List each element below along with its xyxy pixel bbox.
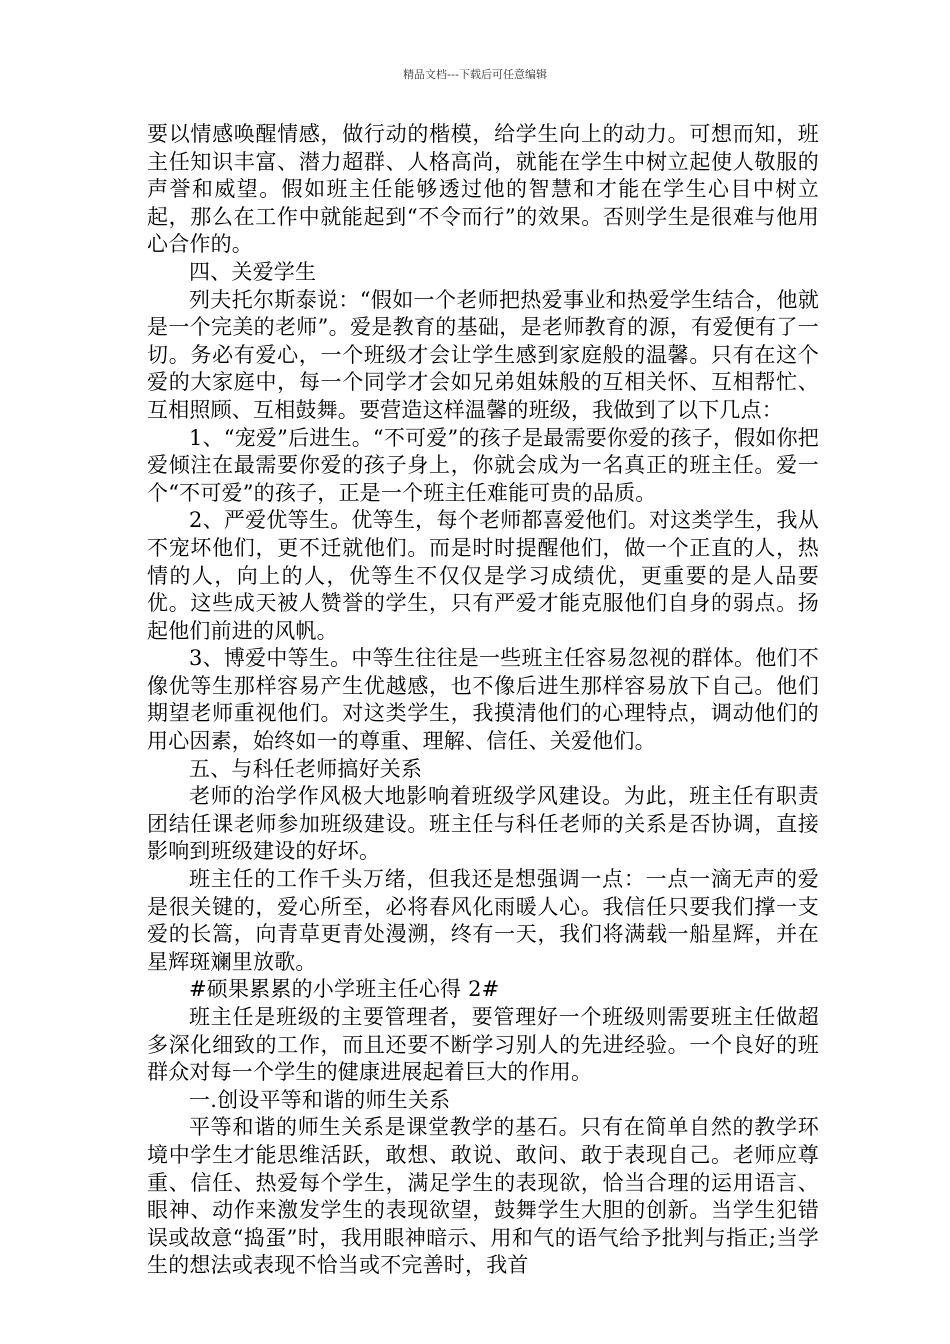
paragraph: 班主任的工作千头万绪，但我还是想强调一点：一点一滴无声的爱是很关键的，爱心所至，必将春风化雨暖人心。我信任只要我们撑一支爱的长篙，向青草更青处漫溯，终有一天，我们将满载一船星辉，并在星辉斑斓里放歌。 bbox=[147, 867, 819, 974]
paragraph: 要以情感唤醒情感，做行动的楷模，给学生向上的动力。可想而知，班主任知识丰富、潜力超群、人格高尚，就能在学生中树立起使人敬服的声誉和威望。假如班主任能够透过他的智慧和才能在学生心目中树立起，那么在工作中就能起到“不令而行”的效果。否则学生是很难与他用心合作的。 bbox=[147, 122, 819, 257]
paragraph: 3、博爱中等生。中等生往往是一些班主任容易忽视的群体。他们不像优等生那样容易产生优越感，也不像后进生那样容易放下自己。他们期望老师重视他们。对这类学生，我摸清他们的心理特点，调动他们的用心因素，始终如一的尊重、理解、信任、关爱他们。 bbox=[147, 646, 819, 754]
section-heading-4: 四、关爱学生 bbox=[189, 259, 317, 284]
section-heading-1: 一.创设平等和谐的师生关系 bbox=[189, 1087, 451, 1112]
page-header: 精品文档---下载后可任意编辑 bbox=[403, 68, 547, 81]
document-body bbox=[147, 121, 819, 1280]
paragraph: 列夫托尔斯泰说：“假如一个老师把热爱事业和热爱学生结合，他就是一个完美的老师”。爱是教育的基础，是老师教育的源，有爱便有了一切。务必有爱心，一个班级才会让学生感到家庭般的温馨。只有在这个爱的大家庭中，每一个同学才会如兄弟姐妹般的互相关怀、互相帮忙、互相照顾、互相鼓舞。要营造这样温馨的班级，我做到了以下几点： bbox=[147, 287, 819, 422]
paragraph: 班主任是班级的主要管理者，要管理好一个班级则需要班主任做超多深化细致的工作，而且还要不断学习别人的先进经验。一个良好的班群众对每一个学生的健康进展起着巨大的作用。 bbox=[147, 1005, 819, 1085]
paragraph: 老师的治学作风极大地影响着班级学风建设。为此，班主任有职责团结任课老师参加班级建设。班主任与科任老师的关系是否协调，直接影响到班级建设的好坏。 bbox=[147, 784, 819, 864]
paragraph: 平等和谐的师生关系是课堂教学的基石。只有在简单自然的教学环境中学生才能思维活跃，敢想、敢说、敢问、敢于表现自己。老师应尊重、信任、热爱每个学生，满足学生的表现欲，恰当合理的运用语言、眼神、动作来激发学生的表现欲望，鼓舞学生大胆的创新。当学生犯错误或故意“捣蛋”时，我用眼神暗示、用和气的语气给予批判与指正;当学生的想法或表现不恰当或不完善时，我首 bbox=[147, 1115, 819, 1278]
paragraph: 2、严爱优等生。优等生，每个老师都喜爱他们。对这类学生，我从不宠坏他们，更不迁就他们。而是时时提醒他们，做一个正直的人，热情的人，向上的人，优等生不仅仅是学习成绩优，更重要的是人品要优。这些成天被人赞誉的学生，只有严爱才能克服他们自身的弱点。扬起他们前进的风帆。 bbox=[147, 508, 819, 643]
section-heading-5: 五、与科任老师搞好关系 bbox=[189, 756, 423, 781]
article-title: #硕果累累的小学班主任心得 2# bbox=[189, 977, 500, 1002]
paragraph: 1、“宠爱”后进生。“不可爱”的孩子是最需要你爱的孩子，假如你把爱倾注在最需要你爱的孩子身上，你就会成为一名真正的班主任。爱一个“不可爱”的孩子，正是一个班主任难能可贵的品质。 bbox=[147, 425, 819, 505]
